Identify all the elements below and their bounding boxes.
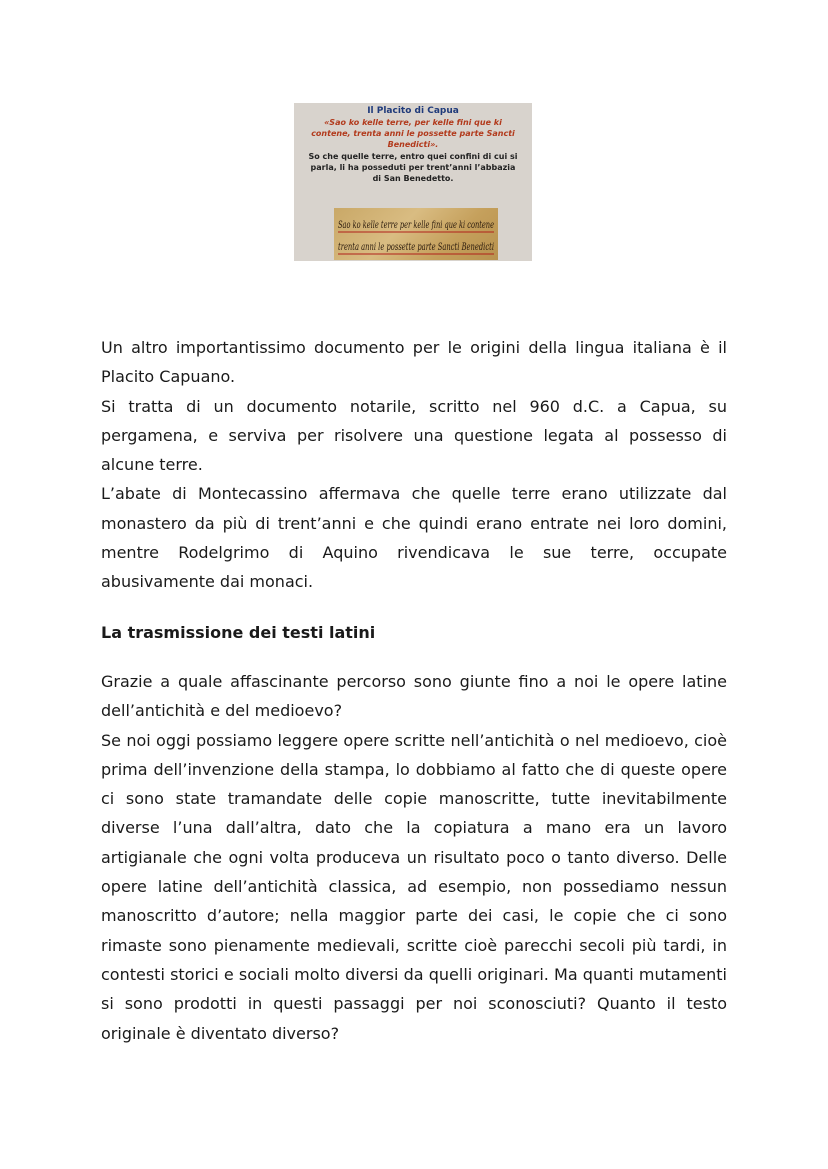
paragraph: L’abate di Montecassino affermava che quelle terre erano utilizzate dal monastero da più di trent’anni e che quindi erano entrate nei loro domini, mentre Rodelgrimo di Aquino rivendicava le sue terre, occupate abusivamente dai monaci. xyxy=(101,484,727,592)
manuscript-image xyxy=(334,208,498,260)
paragraph: Si tratta di un documento notarile, scritto nel 960 d.C. a Capua, su pergamena, e serviva per risolvere una questione legata al possesso di alcune terre. xyxy=(101,396,727,475)
placito-figure xyxy=(294,103,532,261)
figure-translation: So che quelle terre, entro quei confini di cui si parla, li ha posseduti per trent’anni l’abbazia di San Benedetto. xyxy=(308,152,518,183)
section-placito-text xyxy=(101,333,727,597)
section-trasmissione-text xyxy=(101,667,727,1048)
manuscript-handwriting xyxy=(334,208,498,260)
figure-quote: «Sao ko kelle terre, per kelle fini que ki contene, trenta anni le possette parte Sancti Benedicti». xyxy=(311,118,515,149)
figure-title: Il Placito di Capua xyxy=(367,106,459,116)
paragraph: Grazie a quale affascinante percorso sono giunte fino a noi le opere latine dell’antichità e del medioevo? xyxy=(101,672,727,721)
paragraph: Un altro importantissimo documento per le origini della lingua italiana è il Placito Capuano. xyxy=(101,338,727,387)
section-heading: La trasmissione dei testi latini xyxy=(101,623,376,642)
manuscript-line-1: Sao ko kelle terre per kelle fini que ki contene xyxy=(338,220,495,231)
paragraph: Se noi oggi possiamo leggere opere scritte nell’antichità o nel medioevo, cioè prima dell’invenzione della stampa, lo dobbiamo al fatto che di queste opere ci sono state tramandate delle copie manoscritte, tutte inevitabilmente diverse l’una dall’altra, dato che la copiatura a mano era un lavoro artigianale che ogni volta produceva un risultato poco o tanto diverso. Delle opere latine dell’antichità classica, ad esempio, non possediamo nessun manoscritto d’autore; nella maggior parte dei casi, le copie che ci sono rimaste sono pienamente medievali, scritte cioè parecchi secoli più tardi, in contesti storici e sociali molto diversi da quelli originari. Ma quanti mutamenti si sono prodotti in questi passaggi per noi sconosciuti? Quanto il testo originale è diventato diverso? xyxy=(101,730,727,1043)
manuscript-line-2: trenta anni le possette parte Sancti Benedicti xyxy=(338,242,494,253)
